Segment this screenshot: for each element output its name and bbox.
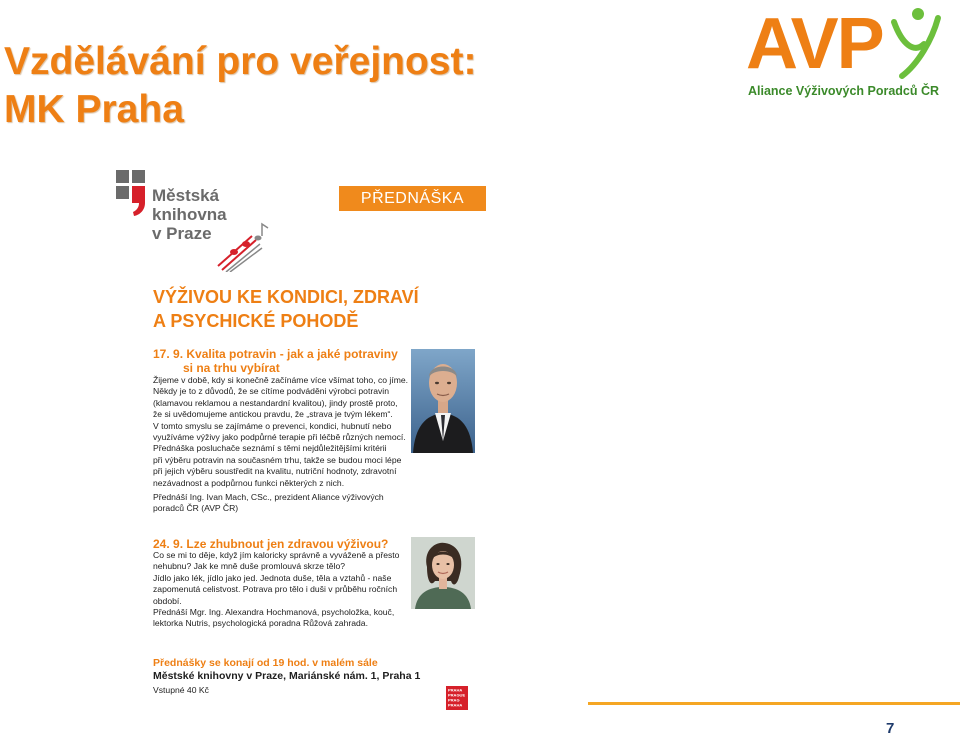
- event-info: [153, 657, 420, 697]
- lecture1-text-line: Žijeme v době, kdy si konečně začínáme více všímat toho, co jíme.: [153, 375, 409, 385]
- lecture1-heading-line1: 17. 9. Kvalita potravin - jak a jaké potraviny: [153, 347, 398, 361]
- speaker1-photo: [411, 349, 475, 453]
- prague-badge-line: PRAHA: [448, 687, 463, 693]
- library-logo-line2: knihovna: [152, 205, 227, 224]
- prague-badge-line: PRAG: [448, 697, 460, 703]
- page-number: 7: [886, 720, 895, 737]
- lecture1-text-line: (klamavou reklamou a nestandardní kvalitou), jindy prostě proto,: [153, 397, 398, 408]
- library-logo-line1: Městská: [152, 186, 220, 205]
- lecture2-heading: [153, 537, 388, 551]
- speaker2-photo: [411, 537, 475, 609]
- lecture2-text-line: období.: [153, 595, 182, 606]
- lecture1-description: [153, 375, 408, 489]
- lecture1-speaker-line1: Přednáší Ing. Ivan Mach, CSc., prezident Aliance výživových: [153, 492, 384, 502]
- lecture1-text-line: nezávadnost a podpůrnou funkci některých z nich.: [153, 477, 345, 488]
- series-title-line1: VÝŽIVOU KE KONDICI, ZDRAVÍ: [153, 287, 419, 307]
- lecture1-text-line: Přednáška posluchače seznámí s těmi nejdůležitějšími kritérii: [153, 443, 387, 454]
- lecture-badge: PŘEDNÁŠKA: [339, 186, 486, 211]
- event-info-time: Přednášky se konají od 19 hod. v malém sále: [153, 657, 378, 669]
- avp-figure-icon: [888, 4, 942, 82]
- lecture1-heading: [153, 347, 398, 375]
- avp-logo-letters: AVP: [746, 4, 883, 84]
- lecture1-speaker: [153, 492, 384, 515]
- avp-logo: [742, 4, 942, 104]
- lecture2-heading-line: 24. 9. Lze zhubnout jen zdravou výživou?: [153, 537, 389, 551]
- lecture1-text-line: při jejich výběru soustředit na kvalitu, nutriční hodnoty, zdravotní: [153, 466, 397, 477]
- prague-badge-line: PRAGUE: [448, 692, 466, 698]
- lecture2-text-line: nehubnu? Jak ke mně duše promlouvá skrze tělo?: [153, 561, 346, 572]
- lecture2-text-line: Co se mi to děje, když jím kaloricky správně a vyváženě a přesto: [153, 550, 400, 560]
- lecture1-text-line: Někdy je to z důvodů, že se cítíme podváděni výrobci potravin: [153, 386, 389, 397]
- slide-title-line2: MK Praha: [4, 88, 184, 131]
- prague-badge-line: PRAHA: [448, 702, 463, 708]
- lecture1-speaker-line2: poradců ČR (AVP ČR): [153, 503, 239, 514]
- music-notes-icon: [212, 222, 272, 272]
- lecture2-text-line: lektorka Nutris, psychologická poradna Růžová zahrada.: [153, 618, 368, 629]
- lecture2-text-line: Přednáší Mgr. Ing. Alexandra Hochmanová, psycholožka, kouč,: [153, 607, 395, 618]
- lecture1-text-line: že si uvědomujeme antickou pravdu, že „strava je tvým lékem“.: [153, 409, 393, 420]
- series-title: [153, 285, 419, 333]
- lecture1-text-line: využíváme výživy jako podpůrné terapie při léčbě různých nemocí.: [153, 432, 406, 443]
- lecture1-text-line: při výběru potravin na současném trhu, takže se budou moci lépe: [153, 454, 402, 465]
- lecture2-text-line: Jídlo jako lék, jídlo jako jed. Jednota duše, těla a vztahů - naše: [153, 572, 392, 583]
- library-logo-mark-icon: [114, 170, 150, 218]
- event-info-price: Vstupné 40 Kč: [153, 685, 209, 695]
- lecture2-text-line: zapomenutá celistvost. Potrava pro tělo i duši v průběhu ročních: [153, 584, 398, 595]
- slide-title: [4, 38, 476, 134]
- footer-divider: [588, 702, 960, 705]
- lecture1-heading-line2: si na trhu vybírat: [183, 361, 280, 375]
- prague-city-badge: [446, 686, 468, 710]
- avp-logo-subtitle: Aliance Výživových Poradců ČR: [748, 84, 940, 98]
- library-logo-line3: v Praze: [152, 224, 212, 243]
- series-title-line2: A PSYCHICKÉ POHODĚ: [153, 311, 359, 331]
- lecture2-description: [153, 550, 399, 630]
- slide-title-line1: Vzdělávání pro veřejnost:: [4, 40, 477, 83]
- library-logo: [114, 170, 274, 274]
- lecture1-text-line: V tomto smyslu se zajímáme o prevenci, kondici, hubnutí nebo: [153, 420, 392, 431]
- event-info-place: Městské knihovny v Praze, Mariánské nám. 1, Praha 1: [153, 670, 421, 682]
